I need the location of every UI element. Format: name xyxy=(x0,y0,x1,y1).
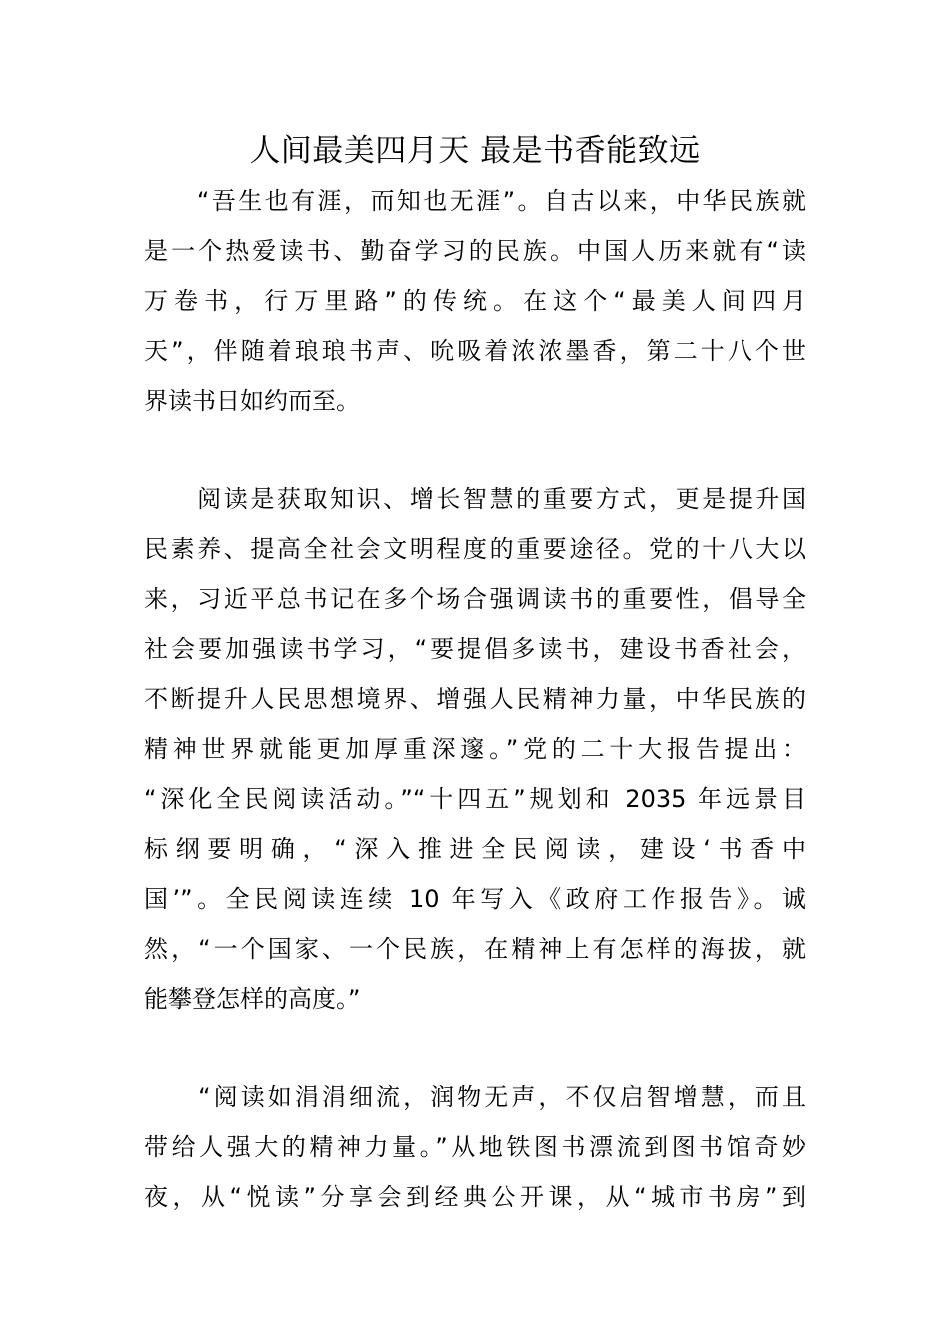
text-line: 阅读是获取知识、增长智慧的重要方式，更是提升国 xyxy=(144,485,806,513)
paragraph-2 xyxy=(144,474,806,1024)
text-line: 是一个热爱读书、勤奋学习的民族。中国人历来就有“读 xyxy=(144,237,806,265)
text-line: “深化全民阅读活动。”“十四五”规划和 2035 年远景目 xyxy=(144,785,806,813)
paragraph-1 xyxy=(144,176,806,426)
text-line: 带给人强大的精神力量。”从地铁图书漂流到图书馆奇妙 xyxy=(144,1133,806,1161)
text-line: “吾生也有涯，而知也无涯”。自古以来，中华民族就 xyxy=(144,187,806,215)
text-line: 万卷书，行万里路”的传统。在这个“最美人间四月 xyxy=(144,287,806,315)
paragraph-3 xyxy=(144,1072,806,1222)
text-line: “阅读如涓涓细流，润物无声，不仅启智增慧，而且 xyxy=(144,1083,806,1111)
text-line: 国’”。全民阅读连续 10 年写入《政府工作报告》。诚 xyxy=(144,885,806,913)
text-line: 社会要加强读书学习，“要提倡多读书，建设书香社会， xyxy=(144,635,806,663)
text-line: 不断提升人民思想境界、增强人民精神力量，中华民族的 xyxy=(144,685,806,713)
text-line: 界读书日如约而至。 xyxy=(144,387,360,415)
text-line: 标纲要明确，“深入推进全民阅读，建设‘书香中 xyxy=(144,835,806,863)
text-line: 夜，从“悦读”分享会到经典公开课，从“城市书房”到 xyxy=(144,1183,806,1211)
text-line: 然，“一个国家、一个民族，在精神上有怎样的海拔，就 xyxy=(144,935,806,963)
text-line: 天”，伴随着琅琅书声、吮吸着浓浓墨香，第二十八个世 xyxy=(144,337,806,365)
text-line: 民素养、提高全社会文明程度的重要途径。党的十八大以 xyxy=(144,535,806,563)
document-title: 人间最美四月天 最是书香能致远 xyxy=(249,133,701,169)
text-line: 来，习近平总书记在多个场合强调读书的重要性，倡导全 xyxy=(144,585,806,613)
text-line: 精神世界就能更加厚重深邃。”党的二十大报告提出： xyxy=(144,735,806,763)
text-line: 能攀登怎样的高度。” xyxy=(144,985,361,1013)
